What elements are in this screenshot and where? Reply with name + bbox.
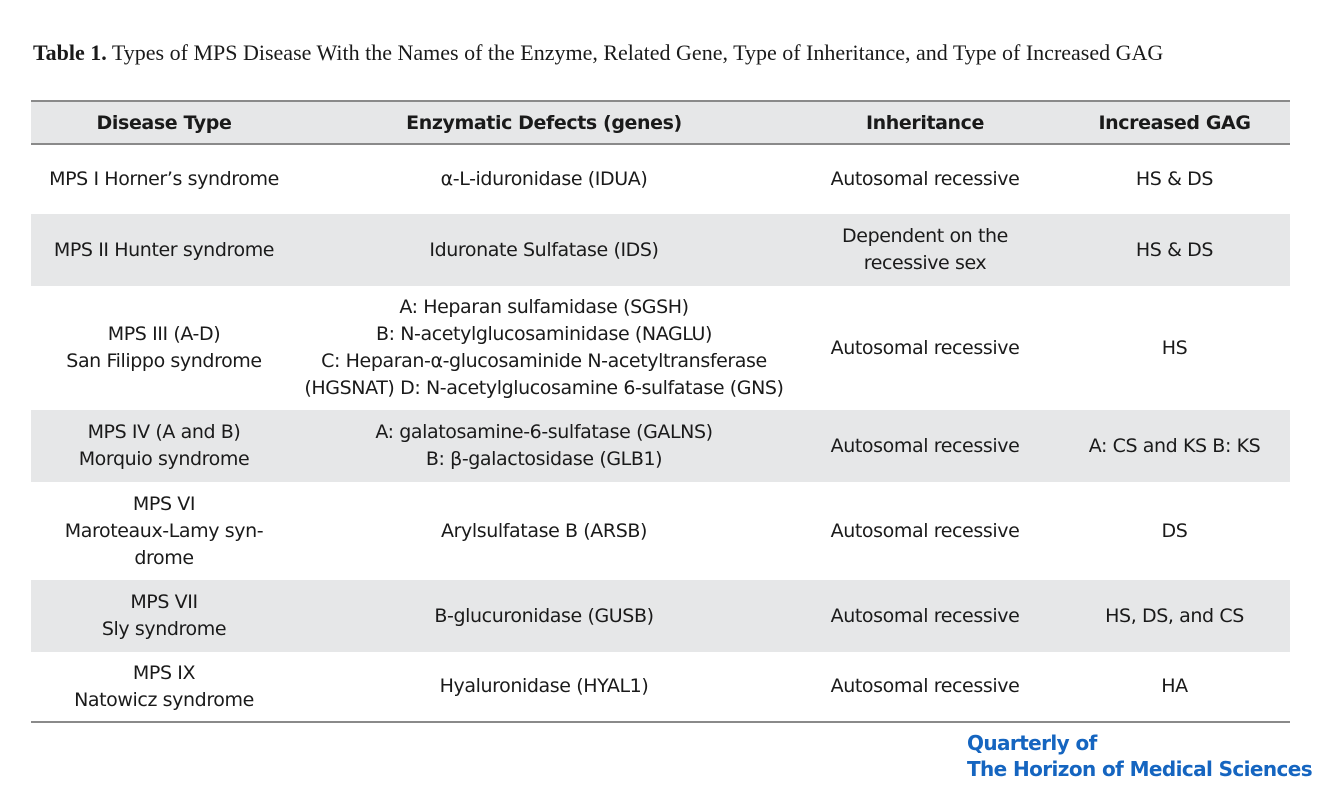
cell-enzymatic-defects (297, 144, 791, 214)
cell-text-line: α-L-iduronidase (IDUA) (440, 168, 648, 190)
cell-text-line: recessive sex (863, 252, 987, 274)
table-row (31, 580, 1290, 652)
cell-text-line: B: β-galactosidase (GLB1) (425, 448, 663, 470)
cell-enzymatic-defects (297, 580, 791, 652)
cell-enzymatic-defects (297, 214, 791, 286)
table-row (31, 144, 1290, 214)
cell-inheritance (791, 652, 1059, 722)
cell-text-line: Autosomal recessive (830, 675, 1020, 697)
cell-increased-gag (1059, 580, 1290, 652)
table-row (31, 482, 1290, 580)
cell-inheritance (791, 144, 1059, 214)
cell-text-line: B-glucuronidase (GUSB) (434, 604, 654, 627)
cell-text-line: Autosomal recessive (830, 519, 1020, 542)
table-row (31, 410, 1290, 482)
table-caption (33, 38, 1303, 68)
cell-text-line: A: Heparan sulfamidase (SGSH) (399, 296, 689, 318)
cell-text-line: MPS IV (A and B) (87, 421, 241, 443)
cell-text-line: Arylsulfatase B (ARSB) (441, 519, 647, 542)
cell-disease-type (31, 286, 297, 410)
cell-enzymatic-defects (297, 652, 791, 722)
cell-disease-type (31, 580, 297, 652)
cell-enzymatic-defects (297, 410, 791, 482)
cell-disease-type (31, 652, 297, 722)
cell-disease-type (31, 214, 297, 286)
cell-text-line: Maroteaux-Lamy syn- (64, 519, 264, 542)
cell-text-line: Sly syndrome (101, 618, 227, 640)
cell-disease-type (31, 144, 297, 214)
cell-text-line: San Filippo syndrome (66, 350, 262, 372)
table-row (31, 214, 1290, 286)
cell-disease-type (31, 482, 297, 580)
cell-text-line: HA (1161, 675, 1188, 697)
cell-text-line: MPS VII (130, 591, 198, 613)
cell-text-line: (HGSNAT) D: N-acetylglucosamine 6-sulfatase (GNS) (304, 377, 784, 399)
cell-text-line: MPS IX (132, 661, 196, 684)
cell-increased-gag (1059, 286, 1290, 410)
cell-increased-gag (1059, 652, 1290, 722)
header-disease-type: Disease Type (96, 111, 232, 134)
journal-logo-line-1: Quarterly of (967, 731, 1097, 755)
header-enzymatic-defects: Enzymatic Defects (genes) (406, 111, 682, 134)
cell-text-line: Autosomal recessive (830, 168, 1020, 190)
table-body (31, 144, 1290, 722)
cell-text-line: HS & DS (1135, 238, 1214, 261)
cell-enzymatic-defects (297, 286, 791, 410)
cell-inheritance (791, 410, 1059, 482)
cell-increased-gag (1059, 410, 1290, 482)
cell-text-line: MPS III (A-D) (107, 323, 221, 345)
cell-inheritance (791, 482, 1059, 580)
table-header-row (31, 101, 1290, 144)
table-row (31, 652, 1290, 722)
table-caption-label: Table 1. (33, 40, 107, 65)
cell-text-line: Dependent on the (842, 225, 1008, 247)
cell-text-line: MPS II Hunter syndrome (53, 238, 275, 261)
cell-text-line: HS (1161, 336, 1188, 359)
cell-text-line: Morquio syndrome (78, 448, 250, 470)
cell-text-line: Autosomal recessive (830, 336, 1020, 359)
header-inheritance: Inheritance (865, 111, 985, 134)
table-caption-text: Types of MPS Disease With the Names of the Enzyme, Related Gene, Type of Inheritance, and Type of Increased GAG (111, 40, 1164, 65)
cell-text-line: Autosomal recessive (830, 604, 1020, 627)
header-increased-gag: Increased GAG (1098, 111, 1251, 134)
journal-logo (967, 730, 1312, 782)
cell-increased-gag (1059, 144, 1290, 214)
cell-inheritance (791, 580, 1059, 652)
cell-inheritance (791, 214, 1059, 286)
cell-text-line: MPS VI (132, 492, 196, 515)
cell-text-line: MPS I Horner’s syndrome (49, 168, 279, 190)
cell-increased-gag (1059, 214, 1290, 286)
cell-text-line: Hyaluronidase (HYAL1) (439, 675, 649, 697)
cell-disease-type (31, 410, 297, 482)
cell-text-line: A: CS and KS B: KS (1088, 434, 1261, 457)
cell-text-line: Natowicz syndrome (74, 688, 254, 711)
mps-disease-table (31, 100, 1290, 723)
cell-text-line: Autosomal recessive (830, 434, 1020, 457)
cell-text-line: HS & DS (1135, 168, 1214, 190)
cell-text-line: C: Heparan-α-glucosaminide N-acetyltransferase (321, 350, 767, 372)
cell-text-line: B: N-acetylglucosaminidase (NAGLU) (375, 323, 713, 345)
cell-inheritance (791, 286, 1059, 410)
cell-text-line: DS (1161, 519, 1188, 542)
cell-text-line: A: galatosamine-6-sulfatase (GALNS) (375, 421, 713, 443)
cell-text-line: Iduronate Sulfatase (IDS) (429, 238, 659, 261)
cell-text-line: HS, DS, and CS (1105, 604, 1244, 627)
journal-logo-line-2: The Horizon of Medical Sciences (967, 757, 1313, 781)
cell-enzymatic-defects (297, 482, 791, 580)
cell-text-line: drome (134, 546, 194, 569)
table-row (31, 286, 1290, 410)
cell-increased-gag (1059, 482, 1290, 580)
